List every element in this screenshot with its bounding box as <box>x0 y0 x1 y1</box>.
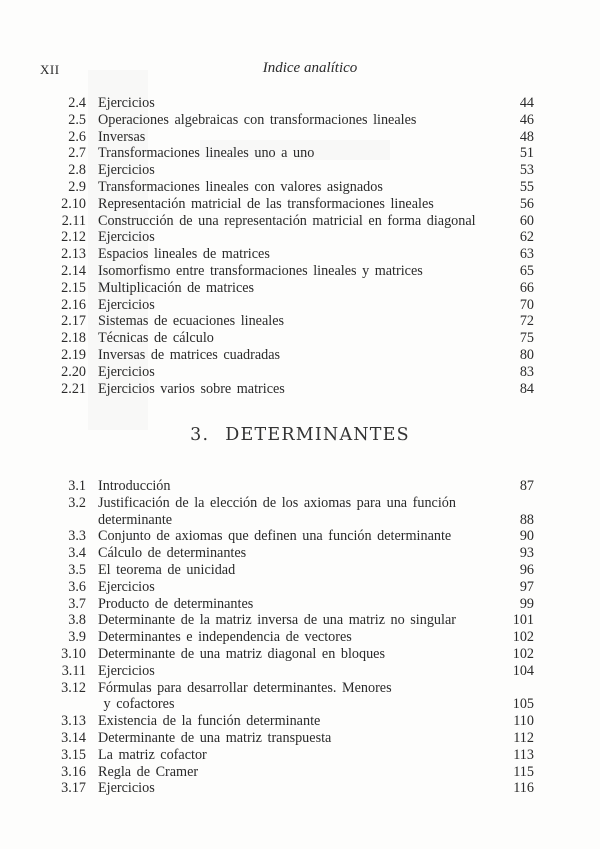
section-number: 2.4 <box>68 95 86 111</box>
toc-entry <box>50 95 534 112</box>
section-title-line: Determinante de una matriz transpuesta <box>98 729 332 746</box>
toc-entry <box>50 629 534 646</box>
section-number: 2.10 <box>61 195 86 212</box>
toc-entry <box>50 646 534 663</box>
section-title-line: Ejercicios <box>98 162 155 179</box>
section-number: 3.16 <box>61 763 86 780</box>
page-reference: 105 <box>512 696 534 713</box>
section-number: 2.5 <box>68 111 86 128</box>
section-title <box>98 528 451 545</box>
section-title <box>98 478 171 495</box>
section-number: 2.7 <box>68 145 86 162</box>
section-title-line: Transformaciones lineales con valores asignados <box>98 178 383 195</box>
section-title <box>98 663 155 680</box>
toc-entry <box>50 280 534 297</box>
toc-entry <box>50 780 534 797</box>
page-reference: 116 <box>513 780 534 797</box>
toc-entry <box>50 196 534 213</box>
section-title <box>98 730 331 747</box>
section-number: 3.12 <box>61 679 86 696</box>
section-title-line: Ejercicios <box>98 363 155 380</box>
page-reference: 51 <box>519 145 534 162</box>
toc-chapter-2-list <box>50 95 534 397</box>
section-title-line: Producto de determinantes <box>98 595 254 612</box>
section-title <box>98 545 246 562</box>
toc-entry <box>50 313 534 330</box>
toc-entry <box>50 330 534 347</box>
page-reference: 63 <box>519 246 534 263</box>
section-title-line: Transformaciones lineales uno a uno <box>98 145 315 162</box>
section-number: 2.20 <box>61 363 86 380</box>
section-title <box>98 495 503 529</box>
section-title-line: Representación matricial de las transformaciones lineales <box>98 195 434 212</box>
section-title-line: Determinante de la matriz inversa de una matriz no singular <box>98 612 456 629</box>
section-title <box>98 162 155 179</box>
section-number: 2.21 <box>61 380 86 397</box>
section-title <box>98 112 416 129</box>
section-number: 3.13 <box>61 713 86 730</box>
running-title: Indice analítico <box>262 60 358 76</box>
section-number: 2.18 <box>61 330 86 347</box>
page-reference: 101 <box>512 612 534 629</box>
section-title <box>98 129 145 146</box>
section-title <box>98 213 476 230</box>
toc-entry <box>50 596 534 613</box>
section-title-line: Multiplicación de matrices <box>98 279 255 296</box>
page-reference: 80 <box>519 346 534 363</box>
page-reference: 84 <box>519 380 534 397</box>
section-number: 3.5 <box>68 561 86 578</box>
toc-entry <box>50 381 534 398</box>
toc-entry <box>50 713 534 730</box>
section-title <box>98 95 155 112</box>
section-title <box>98 612 456 629</box>
section-title-line: Espacios lineales de matrices <box>98 246 270 263</box>
section-title-line: Ejercicios <box>98 578 155 595</box>
section-title-continuation: y cofactores <box>98 696 175 713</box>
page-reference: 115 <box>513 763 534 780</box>
section-number: 2.17 <box>61 313 86 330</box>
page-reference: 102 <box>512 645 534 662</box>
page-reference: 99 <box>519 595 534 612</box>
section-number: 3.11 <box>61 662 86 679</box>
section-title-line: Determinantes e independencia de vectores <box>98 629 352 646</box>
section-title-line: Técnicas de cálculo <box>98 330 214 347</box>
section-title-line: Fórmulas para desarrollar determinantes. Menores <box>98 679 392 696</box>
chapter-title: DETERMINANTES <box>225 425 410 445</box>
section-title <box>98 764 198 781</box>
page-reference: 48 <box>519 128 534 145</box>
section-title <box>98 364 155 381</box>
section-title-line: Sistemas de ecuaciones lineales <box>98 313 285 330</box>
toc-entry <box>50 229 534 246</box>
page-reference: 90 <box>519 528 534 545</box>
toc-entry <box>50 179 534 196</box>
page-reference: 55 <box>519 178 534 195</box>
section-title-line: Existencia de la función determinante <box>98 713 321 730</box>
section-title <box>98 780 155 797</box>
section-title <box>98 246 270 263</box>
toc-entry <box>50 297 534 314</box>
section-number: 2.16 <box>61 296 86 313</box>
section-title <box>98 646 385 663</box>
toc-entry <box>50 145 534 162</box>
section-title <box>98 347 280 364</box>
toc-entry <box>50 213 534 230</box>
section-title-line: El teorema de unicidad <box>98 561 236 578</box>
section-number: 3.17 <box>61 780 86 797</box>
page-reference: 60 <box>519 212 534 229</box>
section-number: 2.11 <box>61 212 86 229</box>
section-title <box>98 196 434 213</box>
section-title <box>98 747 207 764</box>
section-title-line: Ejercicios <box>98 229 155 246</box>
section-title <box>98 713 320 730</box>
section-number: 3.1 <box>68 478 86 494</box>
section-title-line: Ejercicios varios sobre matrices <box>98 380 285 397</box>
section-number: 3.7 <box>68 595 86 612</box>
toc-entry <box>50 730 534 747</box>
section-title-line: Justificación de la elección de los axiomas para una función <box>98 494 456 511</box>
page-header <box>40 60 560 84</box>
toc-entry <box>50 747 534 764</box>
toc-entry <box>50 680 534 714</box>
page-reference: 96 <box>519 561 534 578</box>
section-title <box>98 179 383 196</box>
section-number: 2.15 <box>61 279 86 296</box>
section-title <box>98 381 285 398</box>
toc-entry <box>50 478 534 495</box>
page-reference: 72 <box>519 313 534 330</box>
toc-chapter-3-list <box>50 478 534 797</box>
page-reference: 53 <box>519 162 534 179</box>
section-title <box>98 263 423 280</box>
page-reference: 97 <box>519 578 534 595</box>
section-title-line: Ejercicios <box>98 296 155 313</box>
page-reference: 62 <box>519 229 534 246</box>
page-reference: 112 <box>513 729 534 746</box>
page-reference: 104 <box>512 662 534 679</box>
page-reference: 88 <box>519 511 534 528</box>
chapter-number: 3. <box>190 425 210 445</box>
page-reference: 113 <box>513 746 534 763</box>
toc-entry <box>50 562 534 579</box>
section-title-line: Ejercicios <box>98 662 155 679</box>
section-title <box>98 297 155 314</box>
section-title <box>98 579 155 596</box>
section-title <box>98 629 352 646</box>
section-title <box>98 680 503 714</box>
page-reference: 65 <box>519 262 534 279</box>
page-reference: 93 <box>519 545 534 562</box>
section-title <box>98 330 214 347</box>
section-title-line: Introducción <box>98 478 171 494</box>
section-number: 3.9 <box>68 629 86 646</box>
section-title <box>98 596 253 613</box>
section-number: 3.15 <box>61 746 86 763</box>
section-title-line: Cálculo de determinantes <box>98 545 247 562</box>
section-number: 2.12 <box>61 229 86 246</box>
section-number: 2.9 <box>68 178 86 195</box>
section-title <box>98 145 314 162</box>
section-number: 3.8 <box>68 612 86 629</box>
toc-entry <box>50 246 534 263</box>
page-reference: 83 <box>519 363 534 380</box>
page-reference: 56 <box>519 195 534 212</box>
page-reference: 66 <box>519 279 534 296</box>
toc-entry <box>50 364 534 381</box>
section-title-line: Ejercicios <box>98 780 155 797</box>
toc-entry <box>50 545 534 562</box>
section-number: 3.4 <box>68 545 86 562</box>
section-title <box>98 562 235 579</box>
section-title-continuation: determinante <box>98 511 173 528</box>
toc-entry <box>50 495 534 529</box>
page-reference: 110 <box>513 713 534 730</box>
section-title-line: Determinante de una matriz diagonal en bloques <box>98 645 385 662</box>
section-number: 3.2 <box>68 494 86 511</box>
section-title-line: Conjunto de axiomas que definen una función determinante <box>98 528 452 545</box>
page-reference: 44 <box>519 95 534 111</box>
section-title <box>98 313 284 330</box>
section-number: 2.6 <box>68 128 86 145</box>
section-title-line: Inversas de matrices cuadradas <box>98 346 281 363</box>
toc-entry <box>50 263 534 280</box>
toc-entry <box>50 129 534 146</box>
section-title <box>98 280 254 297</box>
toc-entry <box>50 112 534 129</box>
section-title-line: Regla de Cramer <box>98 763 199 780</box>
section-number: 2.19 <box>61 346 86 363</box>
section-title-line: Ejercicios <box>98 95 155 111</box>
section-title-line: La matriz cofactor <box>98 746 207 763</box>
section-number: 3.3 <box>68 528 86 545</box>
toc-entry <box>50 347 534 364</box>
section-title-line: Inversas <box>98 128 146 145</box>
page-reference: 87 <box>519 478 534 494</box>
chapter-heading <box>0 425 600 445</box>
toc-entry <box>50 162 534 179</box>
section-number: 2.14 <box>61 262 86 279</box>
page-reference: 102 <box>512 629 534 646</box>
page-reference: 46 <box>519 111 534 128</box>
section-title <box>98 229 155 246</box>
toc-entry <box>50 612 534 629</box>
section-number: 2.8 <box>68 162 86 179</box>
section-title-line: Construcción de una representación matricial en forma diagonal <box>98 212 476 229</box>
toc-entry <box>50 528 534 545</box>
section-title-line: Isomorfismo entre transformaciones lineales y matrices <box>98 262 423 279</box>
section-number: 3.10 <box>61 645 86 662</box>
page-reference: 75 <box>519 330 534 347</box>
page-reference: 70 <box>519 296 534 313</box>
page-number: XII <box>40 62 60 77</box>
toc-entry <box>50 663 534 680</box>
section-number: 2.13 <box>61 246 86 263</box>
section-number: 3.14 <box>61 729 86 746</box>
section-title-line: Operaciones algebraicas con transformaciones lineales <box>98 111 417 128</box>
toc-entry <box>50 764 534 781</box>
section-number: 3.6 <box>68 578 86 595</box>
toc-entry <box>50 579 534 596</box>
